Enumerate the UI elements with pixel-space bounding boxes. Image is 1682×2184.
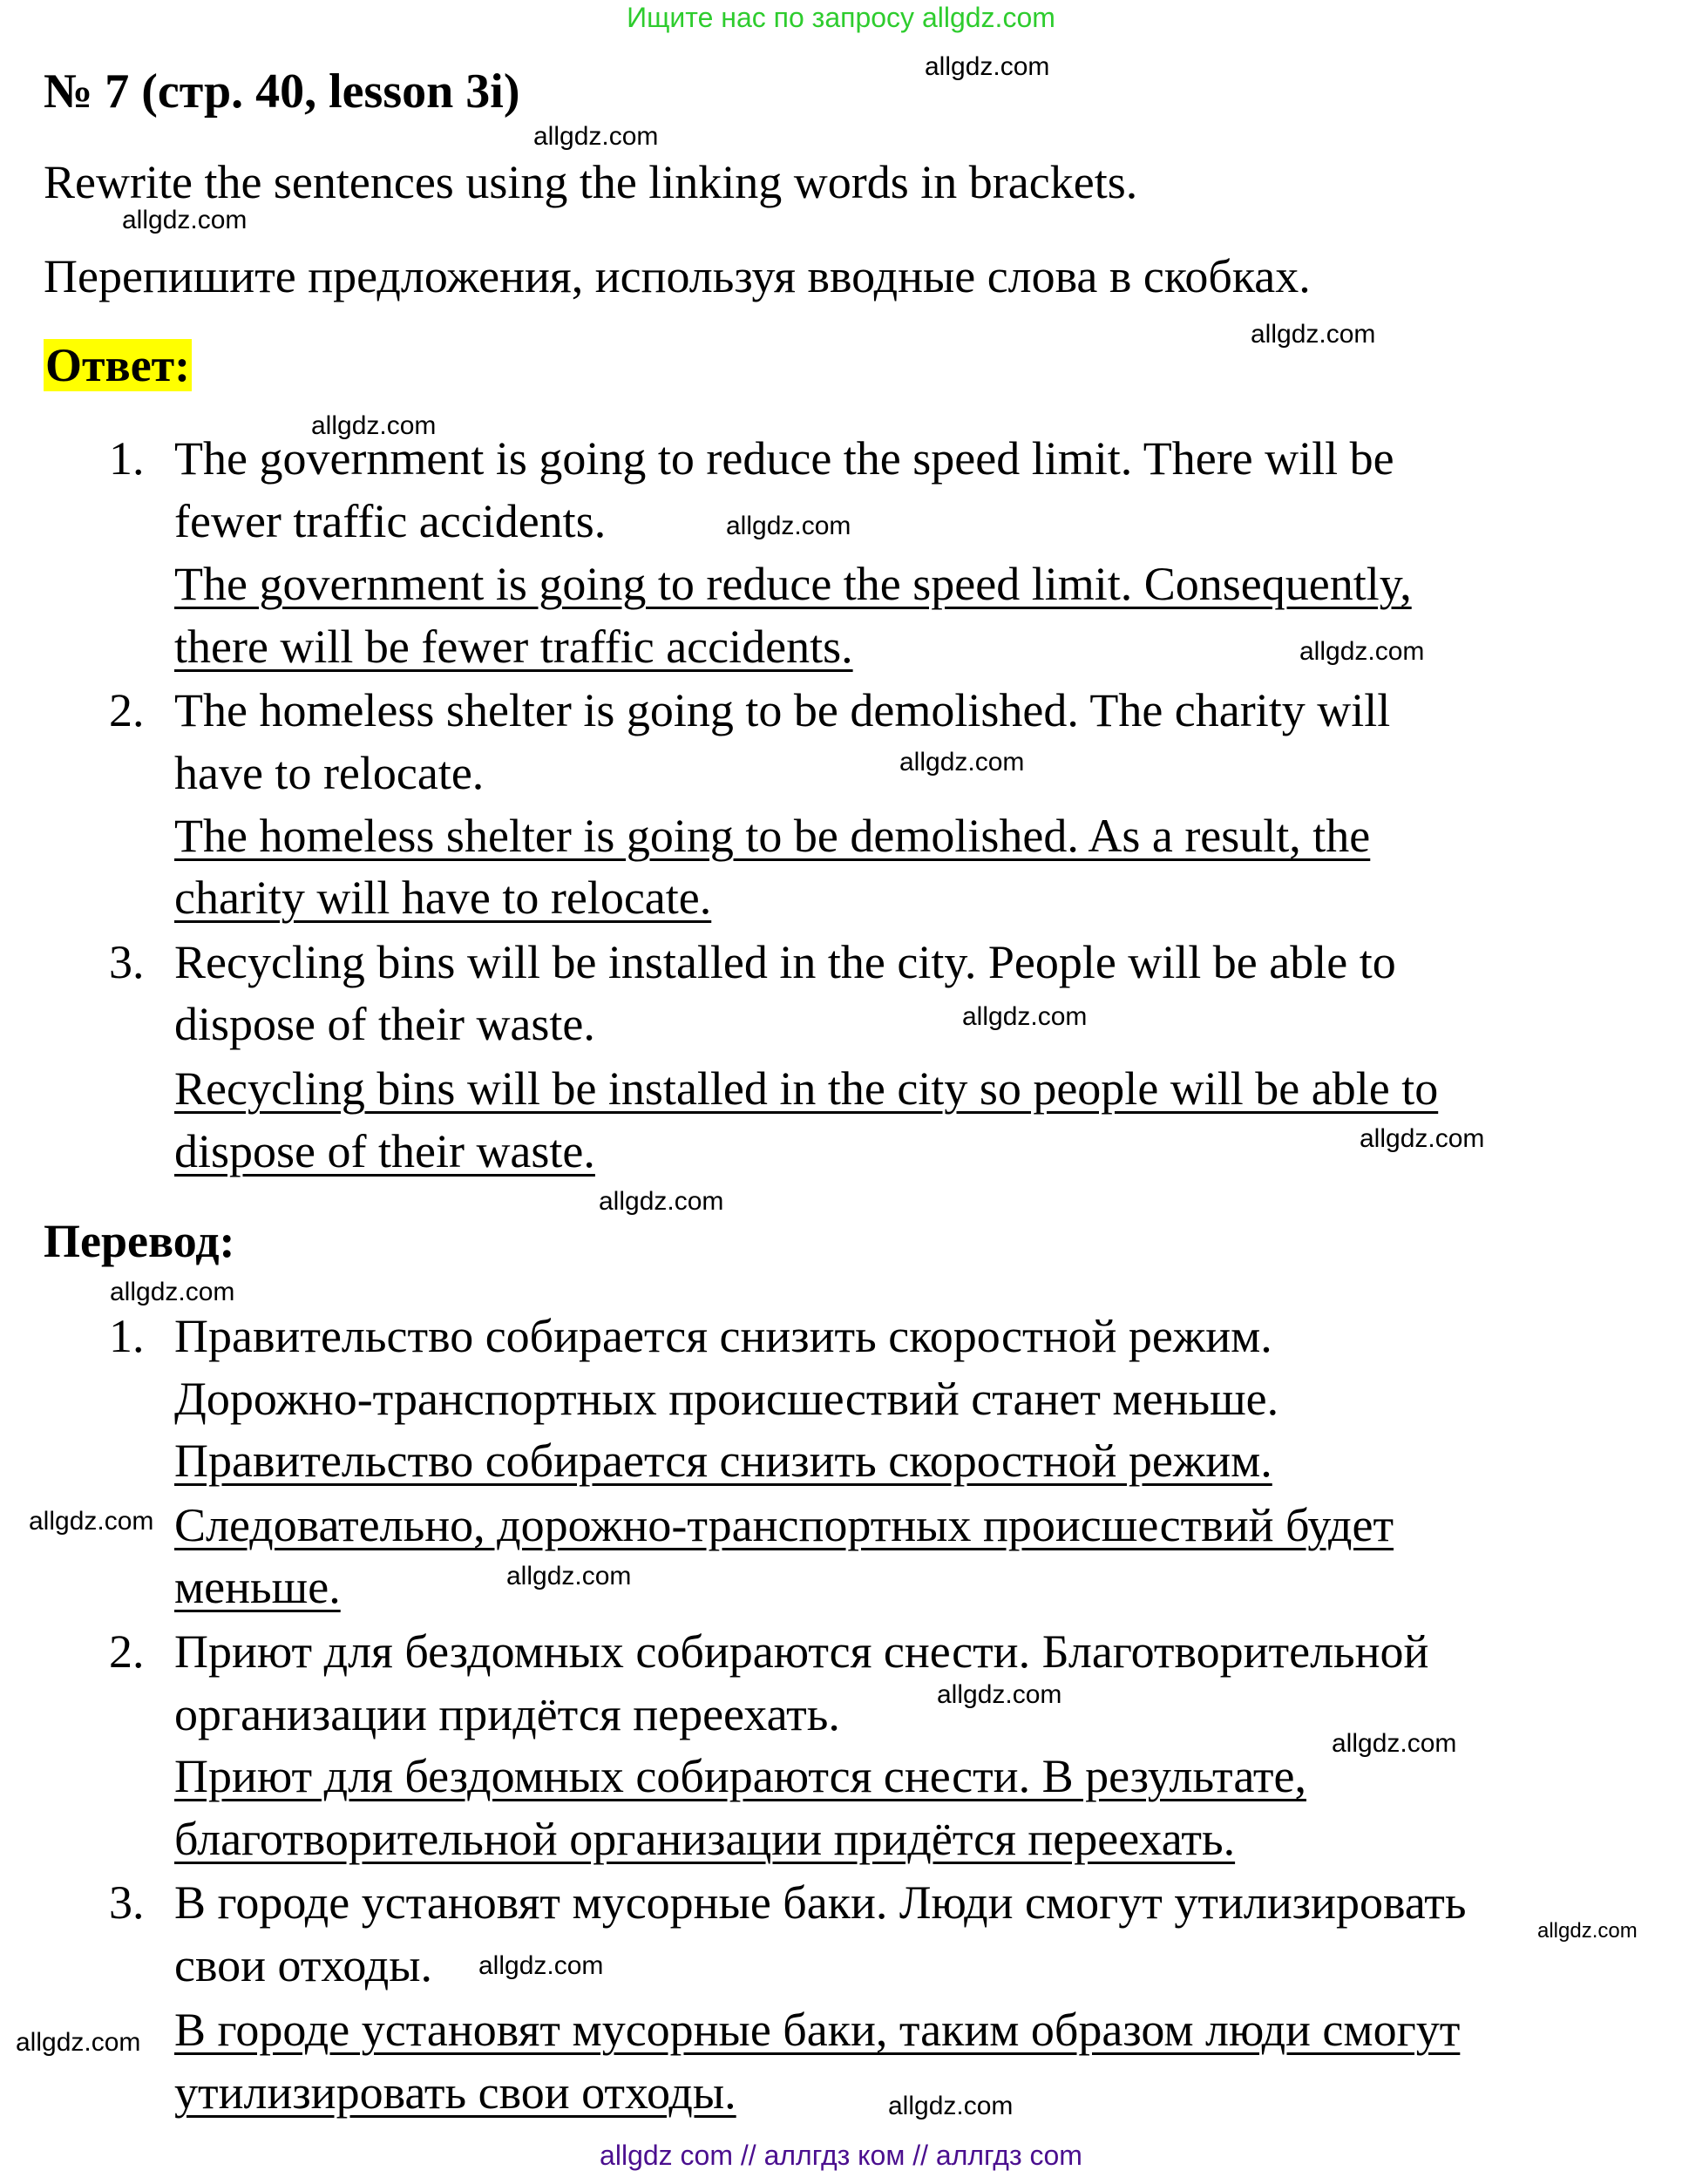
answer-line: The homeless shelter is going to be demolished. As a result, the (174, 810, 1371, 862)
list-item: The government is going to reduce the speed limit. There will be (174, 432, 1394, 485)
watermark: allgdz.com (599, 1187, 724, 1216)
watermark: allgdz.com (1251, 320, 1376, 349)
answer-line: Приют для бездомных собираются снести. В результате, (174, 1750, 1306, 1802)
answer-line: благотворительной организации придётся переехать. (174, 1813, 1236, 1865)
answer-line: there will be fewer traffic accidents. (174, 621, 853, 673)
top-banner: Ищите нас по запросу allgdz.com (627, 2, 1055, 33)
watermark: allgdz.com (1299, 637, 1425, 666)
list-number: 2. (109, 1625, 145, 1678)
watermark: allgdz.com (29, 1507, 154, 1536)
answer-line: Recycling bins will be installed in the city so people will be able to (174, 1062, 1439, 1115)
list-number: 1. (109, 432, 145, 485)
answer-line: утилизировать свои отходы. (174, 2066, 736, 2119)
bottom-banner: allgdz com // аллгдз ком // аллгдз com (600, 2140, 1082, 2171)
watermark: allgdz.com (122, 206, 248, 234)
list-item: свои отходы. (174, 1939, 433, 1991)
watermark: allgdz.com (478, 1951, 604, 1980)
watermark: allgdz.com (311, 411, 437, 440)
list-item: dispose of their waste. (174, 998, 595, 1050)
list-item: Правительство собирается снизить скоростной режим. (174, 1310, 1272, 1362)
instruction-ru: Перепишите предложения, используя вводные слова в скобках. (44, 250, 1311, 302)
list-item: The homeless shelter is going to be demolished. The charity will (174, 684, 1391, 736)
watermark: allgdz.com (506, 1562, 632, 1591)
watermark: allgdz.com (962, 1002, 1088, 1031)
translation-heading: Перевод: (44, 1215, 235, 1267)
list-item: организации придётся переехать. (174, 1688, 840, 1740)
list-item: fewer traffic accidents. (174, 495, 607, 547)
answer-line: В городе установят мусорные баки, таким образом люди смогут (174, 2004, 1461, 2056)
answer-heading: Ответ: (45, 339, 191, 391)
watermark: allgdz.com (899, 748, 1025, 777)
watermark: allgdz.com (533, 122, 659, 151)
page-title: № 7 (стр. 40, lesson 3i) (44, 64, 520, 119)
list-number: 1. (109, 1310, 145, 1362)
watermark: allgdz.com (1537, 1919, 1638, 1943)
list-item: Дорожно-транспортных происшествий станет меньше. (174, 1373, 1279, 1425)
answer-line: The government is going to reduce the speed limit. Consequently, (174, 558, 1412, 610)
list-item: Recycling bins will be installed in the city. People will be able to (174, 936, 1396, 988)
list-item: Приют для бездомных собираются снести. Благотворительной (174, 1625, 1429, 1678)
watermark: allgdz.com (110, 1278, 235, 1306)
watermark: allgdz.com (16, 2028, 141, 2057)
watermark: allgdz.com (937, 1680, 1062, 1709)
list-item: have to relocate. (174, 747, 485, 799)
answer-line: dispose of their waste. (174, 1125, 595, 1177)
list-number: 3. (109, 936, 145, 988)
answer-line: Правительство собирается снизить скоростной режим. (174, 1435, 1272, 1487)
watermark: allgdz.com (888, 2092, 1014, 2120)
answer-line: charity will have to relocate. (174, 872, 712, 924)
answer-line: Следовательно, дорожно-транспортных происшествий будет (174, 1499, 1394, 1551)
watermark: allgdz.com (726, 512, 851, 540)
watermark: allgdz.com (925, 52, 1050, 81)
list-item: В городе установят мусорные баки. Люди смогут утилизировать (174, 1876, 1467, 1929)
answer-line: меньше. (174, 1561, 341, 1613)
list-number: 3. (109, 1876, 145, 1929)
watermark: allgdz.com (1332, 1729, 1457, 1758)
instruction-en: Rewrite the sentences using the linking words in brackets. (44, 156, 1138, 208)
list-number: 2. (109, 684, 145, 736)
watermark: allgdz.com (1360, 1124, 1485, 1153)
